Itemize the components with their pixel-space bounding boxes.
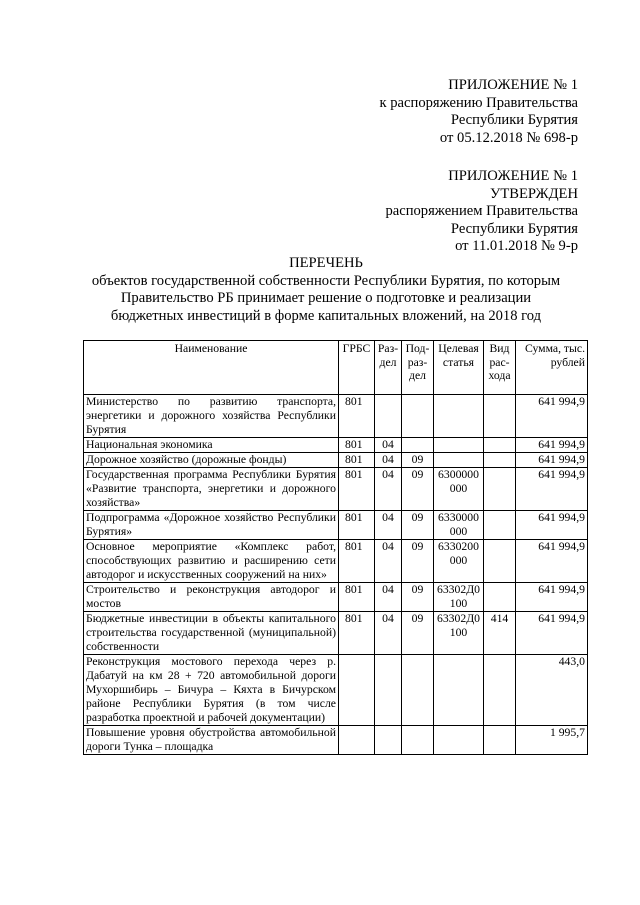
cell-expense-type: 414 — [484, 612, 516, 655]
cell-article — [434, 395, 484, 438]
table-body — [84, 395, 588, 755]
cell-podrazdel: 09 — [402, 540, 434, 583]
cell-name: Бюджетные инвестиции в объекты капитального строительства государственной (муниципальной) собственности — [84, 612, 339, 655]
table-row — [84, 726, 588, 755]
cell-article — [434, 655, 484, 726]
cell-razdel: 04 — [375, 438, 402, 453]
cell-podrazdel — [402, 655, 434, 726]
cell-name: Государственная программа Республики Бурятия «Развитие транспорта, энергетики и дорожного хозяйства» — [84, 468, 339, 511]
cell-article: 6300000 000 — [434, 468, 484, 511]
cell-podrazdel: 09 — [402, 468, 434, 511]
cell-podrazdel: 09 — [402, 511, 434, 540]
cell-name: Подпрограмма «Дорожное хозяйство Республики Бурятия» — [84, 511, 339, 540]
cell-name: Министерство по развитию транспорта, энергетики и дорожного хозяйства Республики Бурятия — [84, 395, 339, 438]
header2-line1: ПРИЛОЖЕНИЕ № 1 — [448, 168, 578, 184]
cell-article — [434, 453, 484, 468]
cell-grbs: 801 — [339, 468, 375, 511]
cell-expense-type — [484, 438, 516, 453]
cell-sum: 641 994,9 — [516, 468, 588, 511]
cell-name: Повышение уровня обустройства автомобильной дороги Тунка – площадка — [84, 726, 339, 755]
cell-grbs: 801 — [339, 612, 375, 655]
cell-name: Национальная экономика — [84, 438, 339, 453]
appendix-header-2 — [385, 168, 578, 256]
cell-expense-type — [484, 583, 516, 612]
cell-sum: 641 994,9 — [516, 540, 588, 583]
cell-article — [434, 726, 484, 755]
cell-podrazdel: 09 — [402, 453, 434, 468]
cell-podrazdel — [402, 438, 434, 453]
cell-article: 63302Д0 100 — [434, 583, 484, 612]
cell-grbs — [339, 655, 375, 726]
cell-expense-type — [484, 726, 516, 755]
cell-razdel: 04 — [375, 540, 402, 583]
title-line3: бюджетных инвестиций в форме капитальных вложений, на 2018 год — [110, 307, 542, 324]
col-header-sum: Сумма, тыс. рублей — [516, 341, 588, 395]
cell-razdel: 04 — [375, 468, 402, 511]
title-line2: Правительство РБ принимает решение о подготовке и реализации — [120, 290, 532, 307]
cell-podrazdel: 09 — [402, 583, 434, 612]
table-row — [84, 583, 588, 612]
document-title — [70, 255, 582, 325]
cell-podrazdel: 09 — [402, 612, 434, 655]
appendix-header-1 — [380, 77, 578, 147]
table-row — [84, 612, 588, 655]
table-row — [84, 655, 588, 726]
cell-article: 6330200 000 — [434, 540, 484, 583]
cell-name: Дорожное хозяйство (дорожные фонды) — [84, 453, 339, 468]
cell-podrazdel — [402, 726, 434, 755]
cell-sum: 641 994,9 — [516, 511, 588, 540]
col-header-podrazdel: Под-раз-дел — [402, 341, 434, 395]
col-header-razdel: Раз-дел — [375, 341, 402, 395]
table-header-row — [84, 341, 588, 395]
cell-razdel — [375, 395, 402, 438]
col-header-article: Целевая статья — [434, 341, 484, 395]
cell-expense-type — [484, 395, 516, 438]
cell-expense-type — [484, 453, 516, 468]
header1-line4: от 05.12.2018 № 698-р — [439, 129, 578, 146]
cell-name: Реконструкция мостового перехода через р. Дабатуй на км 28 + 720 автомобильной дороги Мухоршибирь – Бичура – Кяхта в Бичурском районе Республики Бурятия (в том числе разработка проектной и рабочей документации) — [84, 655, 339, 726]
cell-sum: 443,0 — [516, 655, 588, 726]
header1-line2: к распоряжению Правительства — [379, 94, 578, 111]
title-heading: ПЕРЕЧЕНЬ — [289, 255, 363, 271]
cell-sum: 641 994,9 — [516, 583, 588, 612]
investment-table — [83, 340, 588, 755]
table-row — [84, 468, 588, 511]
cell-razdel — [375, 655, 402, 726]
cell-sum: 641 994,9 — [516, 438, 588, 453]
cell-grbs: 801 — [339, 583, 375, 612]
cell-grbs: 801 — [339, 511, 375, 540]
header2-line5: от 11.01.2018 № 9-р — [455, 238, 578, 255]
cell-razdel: 04 — [375, 453, 402, 468]
cell-article — [434, 438, 484, 453]
header2-line3: распоряжением Правительства — [385, 203, 578, 220]
cell-razdel — [375, 726, 402, 755]
cell-sum: 641 994,9 — [516, 612, 588, 655]
cell-grbs: 801 — [339, 395, 375, 438]
cell-grbs — [339, 726, 375, 755]
header2-line2: УТВЕРЖДЕН — [490, 185, 578, 202]
header1-line1: ПРИЛОЖЕНИЕ № 1 — [448, 77, 578, 93]
cell-article: 63302Д0 100 — [434, 612, 484, 655]
cell-grbs: 801 — [339, 540, 375, 583]
cell-name: Строительство и реконструкция автодорог и мостов — [84, 583, 339, 612]
cell-razdel: 04 — [375, 612, 402, 655]
cell-podrazdel — [402, 395, 434, 438]
cell-name: Основное мероприятие «Комплекс работ, способствующих развитию и расширению сети автодорог и искусственных сооружений на них» — [84, 540, 339, 583]
col-header-grbs: ГРБС — [339, 341, 375, 395]
cell-razdel: 04 — [375, 583, 402, 612]
header2-line4: Республики Бурятия — [450, 220, 578, 237]
title-line1: объектов государственной собственности Республики Бурятия, по которым — [91, 272, 561, 289]
cell-expense-type — [484, 468, 516, 511]
cell-grbs: 801 — [339, 453, 375, 468]
cell-expense-type — [484, 511, 516, 540]
cell-article: 6330000 000 — [434, 511, 484, 540]
table-row — [84, 540, 588, 583]
table-row — [84, 453, 588, 468]
table-row — [84, 395, 588, 438]
header1-line3: Республики Бурятия — [450, 112, 578, 129]
col-header-name: Наименование — [84, 341, 339, 395]
cell-sum: 1 995,7 — [516, 726, 588, 755]
cell-grbs: 801 — [339, 438, 375, 453]
cell-expense-type — [484, 655, 516, 726]
cell-expense-type — [484, 540, 516, 583]
cell-razdel: 04 — [375, 511, 402, 540]
col-header-expense-type: Вид рас-хода — [484, 341, 516, 395]
cell-sum: 641 994,9 — [516, 395, 588, 438]
cell-sum: 641 994,9 — [516, 453, 588, 468]
table-row — [84, 438, 588, 453]
table-row — [84, 511, 588, 540]
